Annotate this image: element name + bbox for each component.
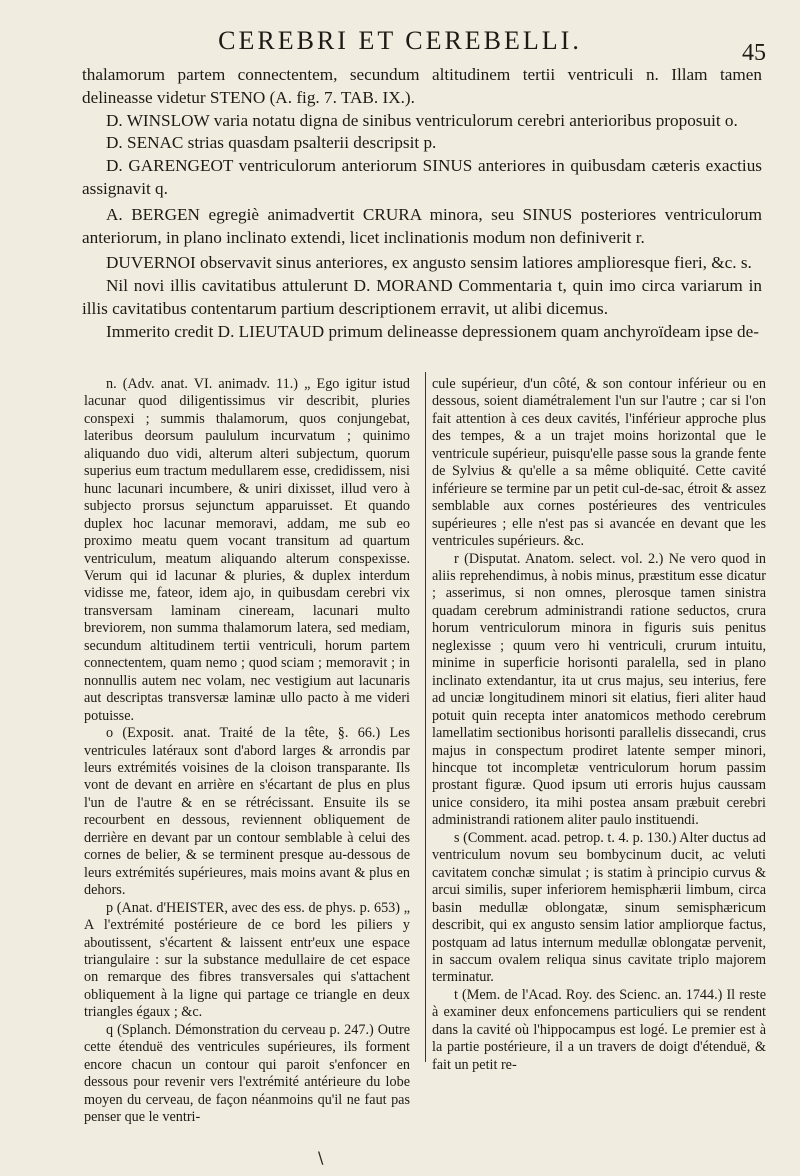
main-paragraph: A. BERGEN egregiè animadvertit CRURA minora, seu SINUS posteriores ventriculorum anteriorum, in plano inclinato extendi, licet inclinationis modum non definiverit r.: [82, 204, 762, 247]
printer-mark: \: [318, 1148, 324, 1167]
footnote-column-right: [432, 376, 766, 1074]
footnotes: [84, 376, 768, 1126]
main-paragraph: DUVERNOI observavit sinus anteriores, ex angusto sensim latiores amplioresque fieri, &c. s.: [106, 253, 752, 273]
main-paragraph: D. GARENGEOT ventriculorum anteriorum SINUS anteriores in quibusdam cæteris exactius assignavit q.: [82, 156, 762, 198]
main-paragraph: thalamorum partem connectentem, secundum altitudinem tertii ventriculi n. Illam tamen delineasse videtur STENO (A. fig. 7. TAB. IX.).: [82, 65, 762, 107]
main-paragraph: D. WINSLOW varia notatu digna de sinibus ventriculorum cerebri anterioribus proposuit o.: [106, 110, 738, 130]
running-header: [0, 26, 800, 66]
footnote: s (Comment. acad. petrop. t. 4. p. 130.) Alter ductus ad ventriculum novum seu bombycinum ducit, ac veluti cavitatem conchæ simulat ; is statim à principio curvus & arcui similis, super inferiorem hemisphærii limbum, circa basin medullæ oblongatæ, sinum semisphæricum describit, qui ex angusto sensim latior ampliorque factus, postquam ad latus internum medullæ oblongatæ pervenit, in saccum ovalem reliqua sinus cavitate triplo majorem terminatur.: [432, 829, 766, 986]
footnote: q (Splanch. Démonstration du cerveau p. 247.) Outre cette étenduë des ventricules supérieures, ils forment encore chacun un contour qui paroit s'enfoncer en dessous pour revenir vers l'extrémité antérieure du lobe moyen du cerveau, de façon néanmoins qu'il ne faut pas penser que le ventri-: [84, 1021, 410, 1126]
running-title: CEREBRI ET CEREBELLI.: [218, 26, 582, 55]
footnote-column-left: [84, 376, 410, 1126]
main-paragraph: D. SENAC strias quasdam psalterii descripsit p.: [106, 133, 437, 153]
main-paragraph: Nil novi illis cavitatibus attulerunt D. MORAND Commentaria t, quin imo circa variarum in illis cavitatibus contentarum partium descriptionem erravit, ut alibi dicemus.: [82, 276, 762, 318]
footnote: t (Mem. de l'Acad. Roy. des Scienc. an. 1744.) Il reste à examiner deux enfoncemens particuliers qui se rendent dans la cavité où l'hippocampus est logé. Le premier est à la partie postérieure, il a un travers de doigt d'étenduë, & fait un petit re-: [432, 986, 766, 1073]
footnote-continuation: cule supérieur, d'un côté, & son contour inférieur ou en dessous, soient diamétralement l'un sur l'autre ; car si l'on fait attention à ces deux cavités, l'inférieur approche plus des tempes, & a un trajet moins horizontal que le ventricule supérieur, puisqu'elle passe sous la grande fente de Sylvius & qu'elle a sa même obliquité. Cette cavité inférieure se termine par un petit cul-de-sac, étroit & assez semblable aux cornes postérieures des ventricules supérieures ; elle n'est pas si avancée en devant que les ventricules supérieurs. &c.: [432, 376, 766, 550]
footnote: p (Anat. d'HEISTER, avec des ess. de phys. p. 653) „ A l'extrémité postérieure de ce bord les piliers y aboutissent, s'écartent & laissent entr'eux une espace triangulaire : sur la substance medullaire de cet espace on remarque des fibres transversales qui s'attachent obliquement à la ligne qui partage ce triangle en deux triangles égaux ; &c.: [84, 899, 410, 1021]
footnote: r (Disputat. Anatom. select. vol. 2.) Ne vero quod in aliis reprehendimus, à nobis minus, præstitum esse dicatur ; asserimus, si non omnes, plerosque tamen sinistra quadam cerebrum administrandi ratione seductos, crura horum ventriculorum minora in figuris suis penitus neglexisse ; quum vero hi ventriculi, crurum intuitu, minime in superficie horisonti paralella, sed in plano inclinato extendantur, ita ut crus majus, seu interius, fere ad unciæ longitudinem minori sit elatius, fieri aliter haud potuit quin recepta inter anatomicos methodo cerebrum lamellatim sectionibus horisonti parallelis dissecandi, crus majus in conspectum prodiret latente semper minori, hincque tot incompletæ ventriculorum horum passim prostant figuræ. Quod ipsum uti erroris hujus caussam unice considero, ita mihi postea ansam præbuit cerebri administrandi rationem aliter paulo instituendi.: [432, 550, 766, 829]
main-paragraph: Immerito credit D. LIEUTAUD primum delineasse depressionem quam anchyroïdeam ipse de-: [106, 321, 759, 341]
footnote: o (Exposit. anat. Traité de la tête, §. 66.) Les ventricules latéraux sont d'abord larges & arrondis par leurs extrémités voisines de la cloison transparante. Ils vont de devant en arrière en s'écartant de plus en plus l'un de l'autre & en se rétrécissant. Ensuite ils se recourbent en dessous, reviennent obliquement de derrière en devant par un contour semblable à celui des cornes de belier, & se terminent presque au-dessous de leurs extrémités supérieures, mais moins avant & plus en dehors.: [84, 725, 410, 899]
footnote: n. (Adv. anat. VI. animadv. 11.) „ Ego igitur istud lacunar quod diligentissimus vir describit, pluries conspexi ; summis thalamorum, quos conjungebat, lateribus deorsum paululum incurvatum ; quinimo aliquando duo vidi, alterum alteri subjectum, quorum superius eum tractum medullarem esse, credidissem, nisi hunc lacunari incumbere, & uniri dixisset, illud vero à subjecto prorsus sejunctum apparuisset. Et quando duplex hoc lacunar memoravi, addam, me sub eo proximo meatu quem vocant transitum ad quartum ventriculum, meatum aliquando alterum conspexisse. Verum qui id lacunar & pluries, & duplex interdum vidisse me, fateor, idem ajo, in quibusdam cerebri vix transversam laminam cineream, lacunari multo breviorem, non summa thalamorum latera, sed mediam, secundum altitudinem tertii ventriculi, horum partem connectentem, quam nemo ; quod sciam ; memoravit ; in nonnullis autem nec volam, nec vestigium aut lacunaris aut descriptas transversæ laminæ ullo pacto à me videri potuisse.: [84, 376, 410, 724]
page-number: 45: [742, 40, 766, 66]
main-text: [82, 64, 762, 344]
